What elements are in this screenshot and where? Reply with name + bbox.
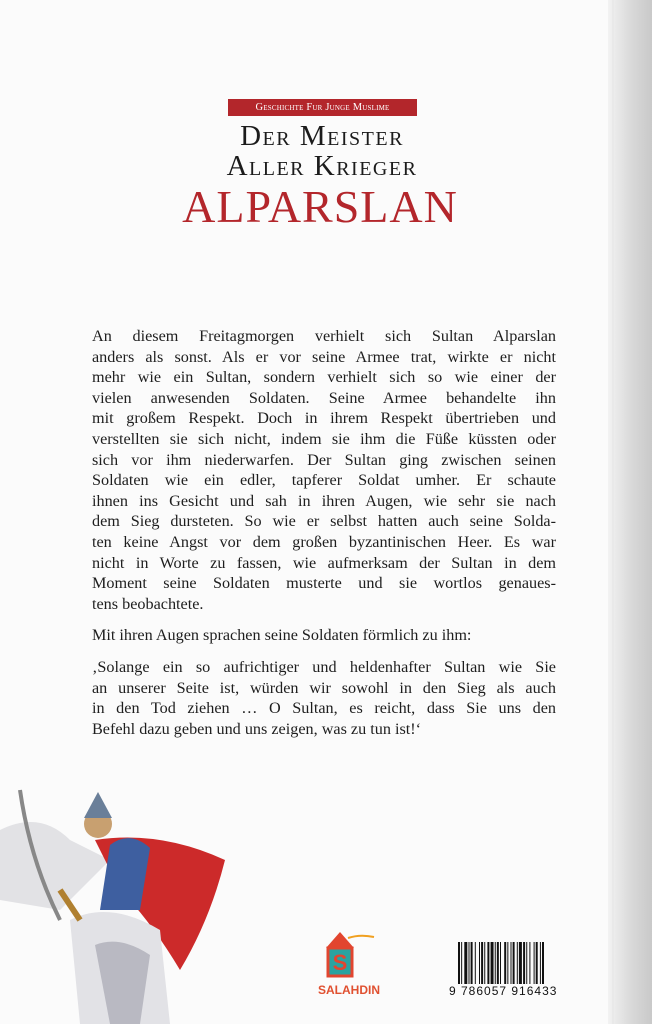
barcode-bar: [526, 942, 527, 984]
warrior-illustration: [0, 770, 240, 1024]
text-line: Mit ihren Augen sprachen seine Soldaten förmlich zu ihm:: [92, 626, 472, 645]
title-line-2: Aller Krieger: [226, 150, 418, 182]
publisher-name: SALAHDIN: [318, 983, 380, 996]
text-line: Befehl dazu geben und uns zeigen, was zu tun ist!‘: [92, 719, 422, 738]
barcode-bar: [534, 942, 535, 984]
barcode-bar: [507, 942, 508, 984]
barcode-bar: [458, 942, 460, 984]
barcode-bar: [484, 942, 485, 984]
isbn-number: 9 786057 916433: [449, 984, 558, 998]
barcode-bar: [469, 942, 470, 984]
barcode-bar: [471, 942, 473, 984]
barcode-bar: [511, 942, 512, 984]
barcode-bar: [491, 942, 494, 984]
barcode-bar: [487, 942, 489, 984]
barcode-bar: [497, 942, 499, 984]
barcode-bar: [529, 942, 530, 984]
barcode-bar: [500, 942, 501, 984]
barcode-bar: [513, 942, 515, 984]
barcode-bar: [475, 942, 476, 984]
text-line: tens beobachtete.: [92, 594, 204, 613]
text-line: Soldaten wie ein edler, tapferer Soldat umher. Er schaute: [92, 471, 556, 490]
text-line: An diesem Freitagmorgen verhielt sich Sultan Alparslan: [92, 327, 556, 345]
barcode-bar: [523, 942, 525, 984]
text-line: an unserer Seite ist, würden wir sowohl in den Sieg als auch: [92, 678, 556, 697]
text-line: vielen anwesenden Soldaten. Seine Armee behandelte ihn: [92, 388, 556, 407]
barcode-bar: [540, 942, 541, 984]
paragraph: [92, 326, 556, 614]
title-name: ALPARSLAN: [182, 181, 458, 232]
series-label: Geschichte Fur Junge Muslime: [228, 99, 417, 116]
text-line: anders als sonst. Als er vor seine Armee trat, wirkte er nicht: [92, 347, 556, 366]
publisher-letter: S: [332, 950, 348, 975]
barcode-bar: [481, 942, 483, 984]
text-line: ten keine Angst vor dem großen byzantinischen Heer. Es war: [92, 532, 556, 551]
text-line: Moment seine Soldaten musterte und sie wortlos genaues-: [92, 574, 556, 593]
text-line: ‚Solange ein so aufrichtiger und heldenhafter Sultan wie Sie: [92, 657, 556, 676]
publisher-logo: [318, 932, 384, 996]
text-line: mehr wie ein Sultan, sondern verhielt sich so wie einer der: [92, 368, 556, 387]
title-line-1: Der Meister: [240, 120, 404, 152]
paragraph: [92, 657, 556, 739]
text-line: ihnen ins Gesicht und sah in ihren Augen, wie sehr sie nach: [92, 491, 556, 510]
text-line: dem Sieg dursteten. So wie er selbst hatten auch seine Solda-: [92, 512, 556, 531]
paragraph: [92, 625, 556, 646]
text-line: mit großem Respekt. Doch in ihrem Respekt übertrieben und: [92, 409, 556, 428]
barcode-bar: [461, 942, 462, 984]
barcode-bar: [495, 942, 496, 984]
barcode-bar: [464, 942, 467, 984]
barcode-bar: [519, 942, 522, 984]
text-line: nicht in Worte zu fassen, wie aufmerksam der Sultan in dem: [92, 553, 556, 572]
barcode-bar: [504, 942, 506, 984]
text-line: verstellten sie sich nicht, indem sie ihm die Füße küssten oder: [92, 429, 556, 448]
barcode-bar: [479, 942, 480, 984]
blurb-text: [92, 326, 556, 750]
barcode-bar: [542, 942, 544, 984]
barcode: [456, 942, 588, 988]
text-line: in den Tod ziehen … O Sultan, es reicht, dass Sie uns den: [92, 699, 556, 718]
text-line: sich vor ihm niederwarfen. Der Sultan ging zwischen seinen: [92, 450, 556, 469]
barcode-bar: [536, 942, 538, 984]
barcode-bar: [517, 942, 518, 984]
